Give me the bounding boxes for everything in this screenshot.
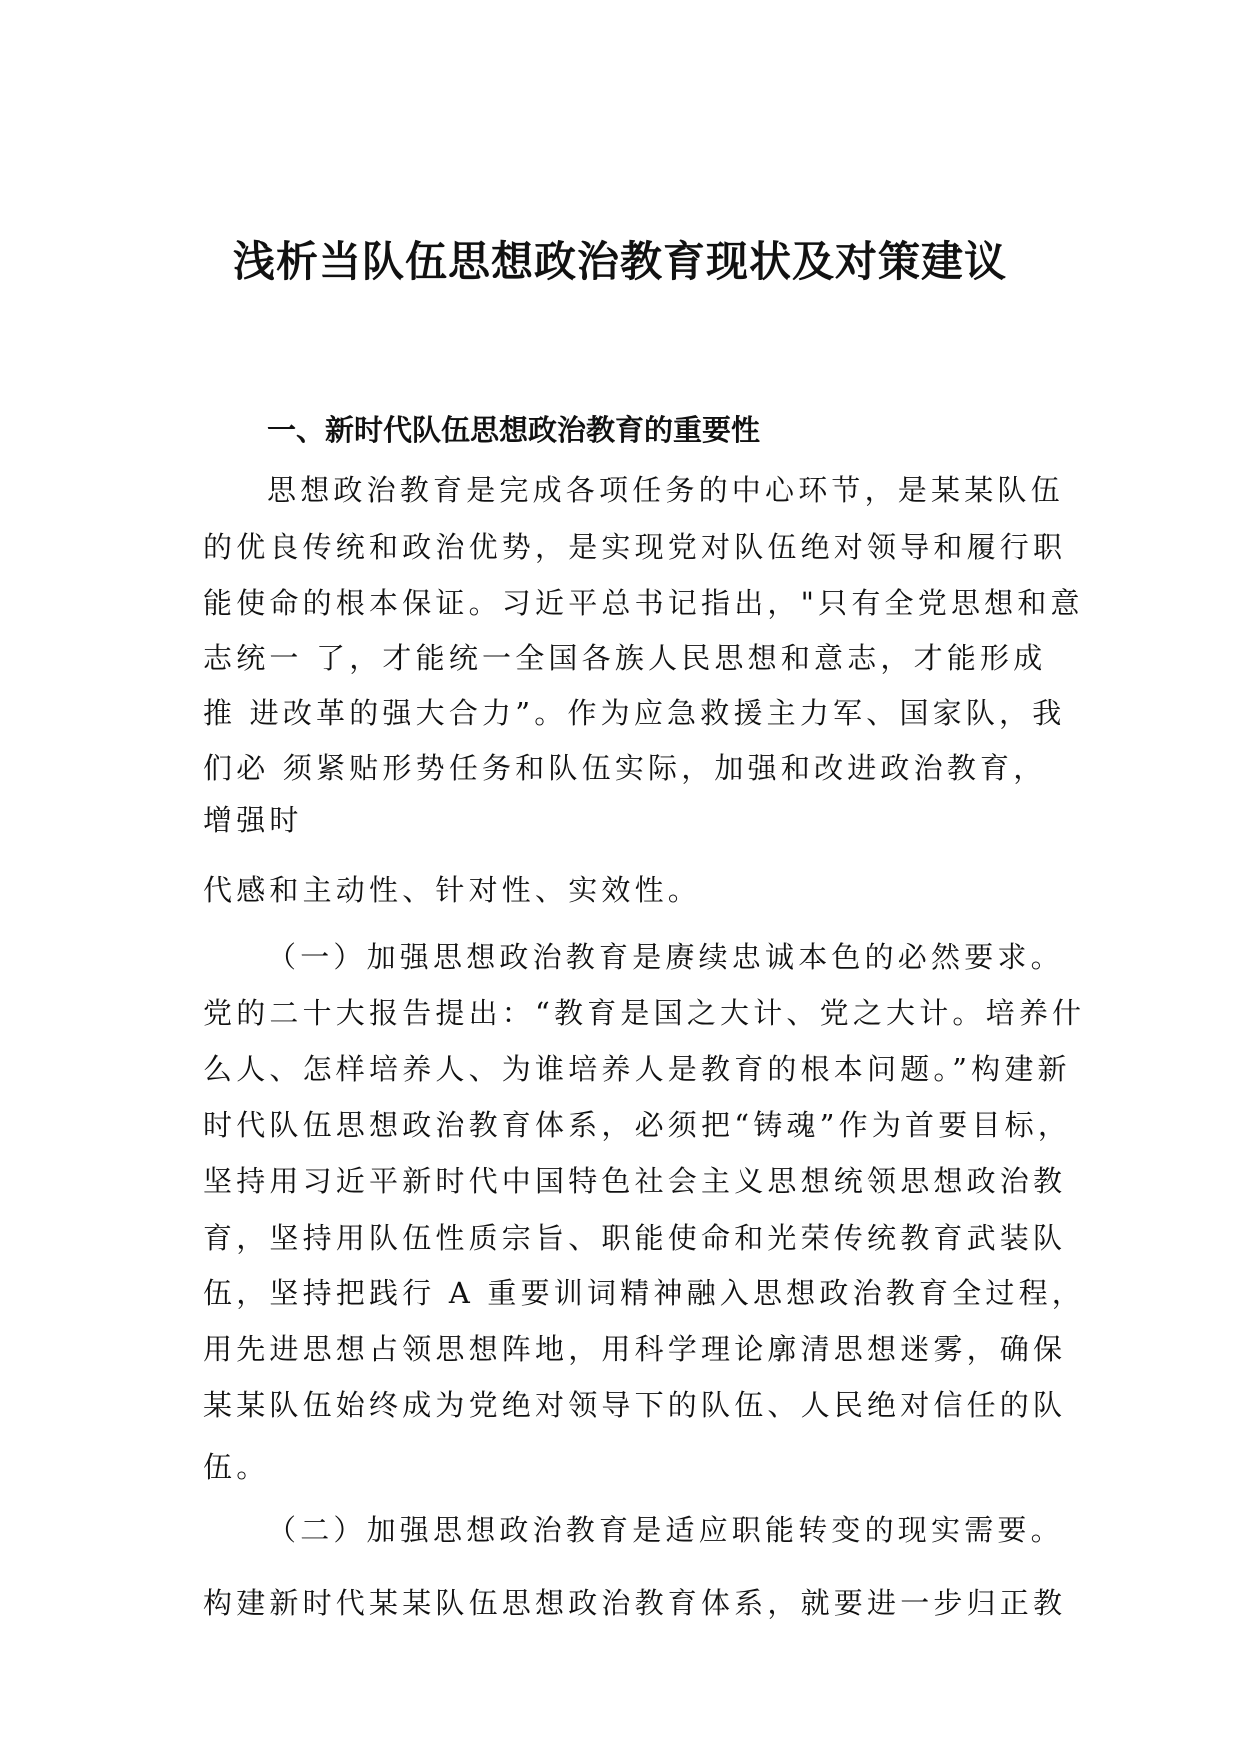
paragraph-line: 某某队伍始终成为党绝对领导下的队伍、人民绝对信任的队 (203, 1388, 1067, 1422)
subsection-heading: （一）加强思想政治教育是赓续忠诚本色的必然要求。 (267, 940, 1064, 974)
paragraph-line: 的优良传统和政治优势，是实现党对队伍绝对领导和履行职 (203, 530, 1067, 564)
paragraph-line: 志统一 了，才能统一全国各族人民思想和意志，才能形成 (203, 641, 1047, 675)
paragraph-line: 伍，坚持把践行 A 重要训词精神融入思想政治教育全过程， (203, 1276, 1085, 1310)
paragraph-line: 能使命的根本保证。习近平总书记指出，"只有全党思想和意 (203, 586, 1084, 620)
paragraph-line: 伍。 (203, 1450, 270, 1484)
paragraph-line: 思想政治教育是完成各项任务的中心环节，是某某队伍 (267, 473, 1064, 507)
paragraph-line: 坚持用习近平新时代中国特色社会主义思想统领思想政治教 (203, 1164, 1067, 1198)
paragraph-line: 么人、怎样培养人、为谁培养人是教育的根本问题。”构建新 (203, 1052, 1071, 1086)
paragraph-line: 时代队伍思想政治教育体系，必须把“铸魂”作为首要目标， (203, 1108, 1072, 1142)
paragraph-line: 构建新时代某某队伍思想政治教育体系，就要进一步归正教 (203, 1586, 1067, 1620)
section-heading: 一、新时代队伍思想政治教育的重要性 (267, 413, 761, 447)
subsection-heading: （二）加强思想政治教育是适应职能转变的现实需要。 (267, 1513, 1064, 1547)
paragraph-line: 育，坚持用队伍性质宗旨、职能使命和光荣传统教育武装队 (203, 1221, 1067, 1255)
paragraph-line: 用先进思想占领思想阵地，用科学理论廓清思想迷雾，确保 (203, 1332, 1067, 1366)
paragraph-line: 们必 须紧贴形势任务和队伍实际，加强和改进政治教育， (203, 751, 1047, 785)
paragraph-line: 增强时 (203, 803, 303, 837)
paragraph-line: 推 进改革的强大合力”。作为应急救援主力军、国家队，我 (203, 696, 1066, 730)
paragraph-line: 代感和主动性、针对性、实效性。 (203, 873, 702, 907)
document-title: 浅析当队伍思想政治教育现状及对策建议 (232, 237, 1007, 286)
paragraph-line: 党的二十大报告提出：“教育是国之大计、党之大计。培养什 (203, 996, 1086, 1030)
